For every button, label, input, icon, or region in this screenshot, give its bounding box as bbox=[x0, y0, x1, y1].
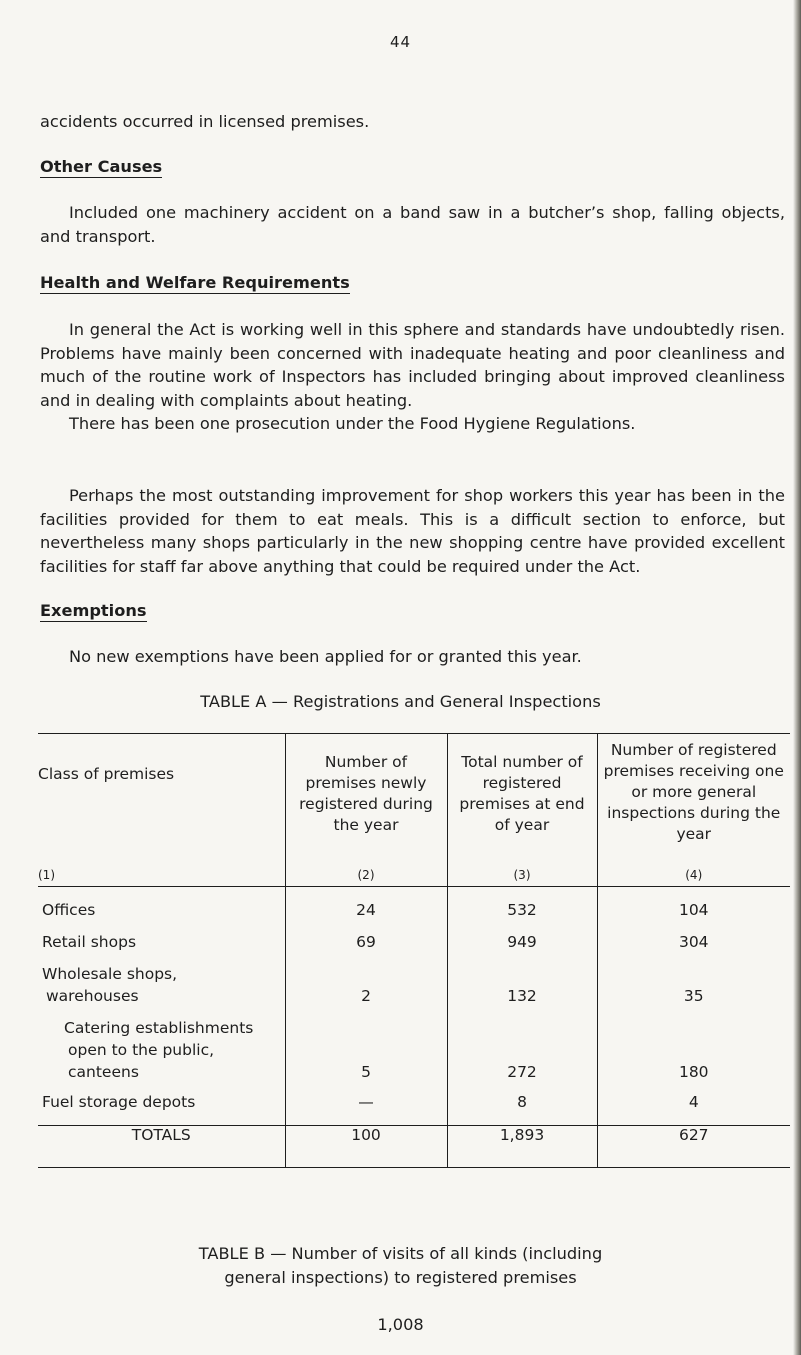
cell-inspected: 304 bbox=[597, 921, 790, 953]
totals-total-registered: 1,893 bbox=[447, 1126, 597, 1168]
heading-health-welfare: Health and Welfare Requirements bbox=[40, 273, 350, 292]
column-number: (4) bbox=[685, 868, 703, 882]
table-row bbox=[38, 1007, 790, 1083]
cell-total-registered: 949 bbox=[447, 921, 597, 953]
totals-label: TOTALS bbox=[38, 1126, 285, 1168]
table-a-col-2-header bbox=[285, 734, 447, 887]
table-a-col-3-header bbox=[447, 734, 597, 887]
page-number: 44 bbox=[389, 33, 412, 51]
cell-newly-registered: 5 bbox=[285, 1007, 447, 1083]
column-number: (1) bbox=[38, 868, 55, 882]
cell-newly-registered: 24 bbox=[285, 887, 447, 922]
table-row bbox=[38, 953, 790, 1007]
cell-total-registered: 272 bbox=[447, 1007, 597, 1083]
column-label: Number of registered premises receiving one or more general inspections during the year bbox=[603, 741, 784, 843]
cell-inspected: 104 bbox=[597, 887, 790, 922]
table-row bbox=[38, 887, 790, 922]
cell-total-registered: 8 bbox=[447, 1083, 597, 1126]
cell-inspected: 35 bbox=[597, 953, 790, 1007]
column-label: Number of premises newly registered during the year bbox=[299, 753, 433, 834]
cell-total-registered: 532 bbox=[447, 887, 597, 922]
cell-inspected: 180 bbox=[597, 1007, 790, 1083]
page-edge-shadow bbox=[793, 0, 801, 1355]
table-b-caption: TABLE B — Number of visits of all kinds (including general inspections) to registered premises bbox=[198, 1244, 603, 1287]
cell-inspected: 4 bbox=[597, 1083, 790, 1126]
health-welfare-para-3: Perhaps the most outstanding improvement for shop workers this year has been in the facilities provided for them to eat meals. This is a difficult section to enforce, but nevertheless many shops particularly in the new shopping centre have provided excellent facilities for staff far above anything that could be required under the Act. bbox=[40, 486, 785, 576]
table-row bbox=[38, 1083, 790, 1126]
row-label: Offices bbox=[42, 901, 96, 919]
heading-exemptions: Exemptions bbox=[40, 601, 147, 620]
cell-newly-registered: 2 bbox=[285, 953, 447, 1007]
row-label: Wholesale shops, warehouses bbox=[42, 965, 178, 1005]
table-a-caption: TABLE A — Registrations and General Inspections bbox=[200, 692, 601, 711]
row-label: Retail shops bbox=[42, 933, 137, 951]
table-b-value: 1,008 bbox=[377, 1315, 424, 1334]
table-a-header-row bbox=[38, 734, 790, 887]
intro-line: accidents occurred in licensed premises. bbox=[40, 112, 370, 131]
column-number: (3) bbox=[513, 868, 531, 882]
column-label: Class of premises bbox=[38, 765, 175, 783]
heading-other-causes: Other Causes bbox=[40, 157, 163, 176]
row-label: Fuel storage depots bbox=[42, 1093, 196, 1111]
table-row bbox=[38, 921, 790, 953]
row-label: Catering establishments open to the public, canteens bbox=[64, 1019, 254, 1081]
exemptions-text: No new exemptions have been applied for or granted this year. bbox=[69, 647, 582, 666]
table-a-col-1-header bbox=[38, 734, 285, 887]
totals-newly-registered: 100 bbox=[285, 1126, 447, 1168]
other-causes-text: Included one machinery accident on a band saw in a butcher’s shop, falling objects, and transport. bbox=[40, 203, 785, 246]
cell-newly-registered: 69 bbox=[285, 921, 447, 953]
cell-newly-registered: — bbox=[285, 1083, 447, 1126]
cell-total-registered: 132 bbox=[447, 953, 597, 1007]
health-welfare-para-2: There has been one prosecution under the Food Hygiene Regulations. bbox=[69, 414, 636, 433]
health-welfare-para-1: In general the Act is working well in this sphere and standards have undoubtedly risen. Problems have mainly been concerned with inadequate heating and poor cleanliness and much of the routine work of Inspectors has included bringing about improved cleanliness and in dealing with complaints about heating. bbox=[40, 320, 785, 410]
table-a bbox=[38, 733, 790, 1168]
table-a-col-4-header bbox=[597, 734, 790, 887]
totals-inspected: 627 bbox=[597, 1126, 790, 1168]
table-a-totals-row bbox=[38, 1126, 790, 1168]
column-label: Total number of registered premises at end of year bbox=[459, 753, 585, 834]
column-number: (2) bbox=[357, 868, 375, 882]
